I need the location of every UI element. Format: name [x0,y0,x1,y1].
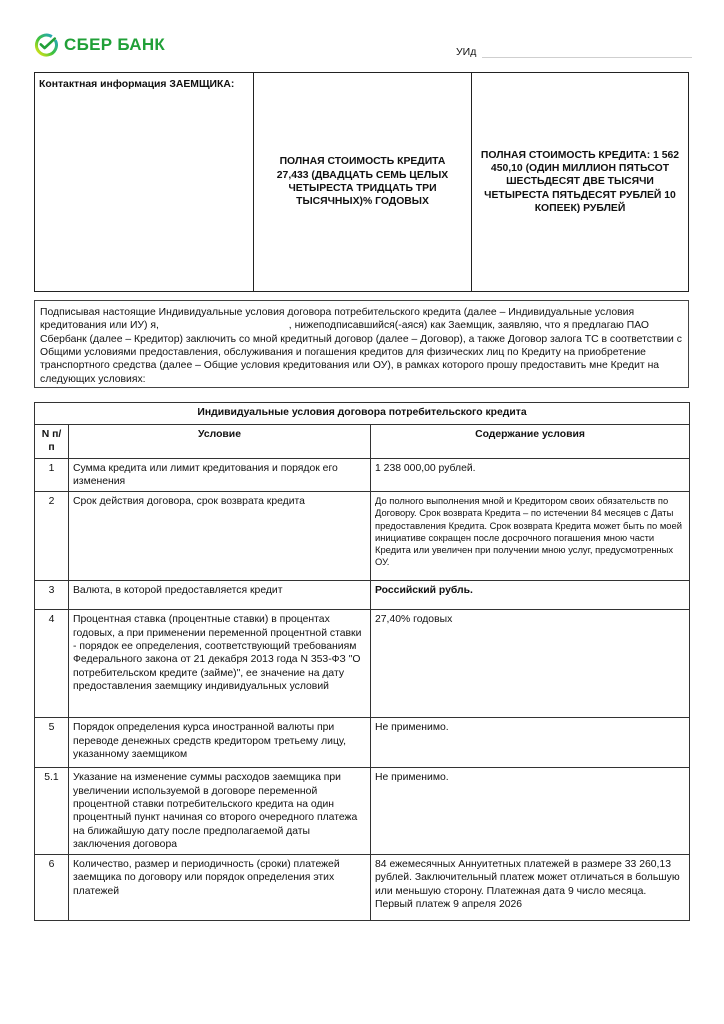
table-title-row [35,403,690,425]
brand-name: СБЕР БАНК [64,35,166,55]
row-condition: Указание на изменение суммы расходов заемщика при увеличении используемой в договоре переменной процентной ставки потребительского кредита на один процентный пункт начиная со второго очередного платежа на ближайшую дату после предполагаемой даты заключения договора [69,768,371,855]
sber-logo [34,34,165,56]
table-row [35,768,690,855]
table-row [35,855,690,921]
row-content: До полного выполнения мной и Кредитором своих обязательств по Договору. Срок возврата Кредита – по истечении 84 месяцев с Даты предоставления Кредита. Срок возврата Кредита может быть по моей инициативе сокращен после досрочного погашения мною части Кредита или увеличен при получении мною услуг, предусмотренных ОУ. [371,492,690,581]
header-content: Содержание условия [371,425,690,459]
full-cost-percent: ПОЛНАЯ СТОИМОСТЬ КРЕДИТА 27,433 (ДВАДЦАТЬ СЕМЬ ЦЕЛЫХ ЧЕТЫРЕСТА ТРИДЦАТЬ ТРИ ТЫСЯЧНЫХ)% ГОДОВЫХ [276,156,449,208]
row-num: 2 [35,492,69,581]
table-row [35,492,690,581]
row-num: 6 [35,855,69,921]
intro-text: Подписывая настоящие Индивидуальные условия договора потребительского кредита (далее – Индивидуальные условия кредитования или ИУ) я, , нижеподписавшийся(-аяся) как Заемщик, заявляю, что я предлагаю ПАО Сбербанк (далее – Кредитор) заключить со мной кредитный договор (далее – Договор), а также Договор залога ТС в соответствии с Общими условиями предоставления, обслуживания и погашения кредитов для физических лиц по Кредиту на приобретение транспортного средства (далее – Общие условия кредитования или ОУ), в рамках которого прошу предоставить мне Кредит на следующих условиях: [40,307,685,385]
table-row [35,458,690,492]
contact-info-label: Контактная информация ЗАЕМЩИКА: [39,79,235,90]
row-content: 27,40% годовых [371,610,690,718]
row-condition: Порядок определения курса иностранной валюты при переводе денежных средств кредитором третьему лицу, указанному заемщиком [69,718,371,768]
row-condition: Сумма кредита или лимит кредитования и порядок его изменения [69,458,371,492]
row-condition: Процентная ставка (процентные ставки) в процентах годовых, а при применении переменной процентной ставки - порядок ее определения, соответствующий требованиям Федерального закона от 21 декабря 2013 года N 353-ФЗ "О потребительском кредите (займе)", ее значение на дату предоставления заемщику индивидуальных условий [69,610,371,718]
contact-info-cell [35,73,253,291]
intro-paragraph [34,300,689,388]
row-condition: Количество, размер и периодичность (сроки) платежей заемщика по договору или порядок определения этих платежей [69,855,371,921]
row-condition: Валюта, в которой предоставляется кредит [69,581,371,610]
row-content: 1 238 000,00 рублей. [371,458,690,492]
full-cost-rub: ПОЛНАЯ СТОИМОСТЬ КРЕДИТА: 1 562 450,10 (ОДИН МИЛЛИОН ПЯТЬСОТ ШЕСТЬДЕСЯТ ДВЕ ТЫСЯЧИ ЧЕТЫРЕСТА ПЯТЬДЕСЯТ РУБЛЕЙ 10 КОПЕЕК) РУБЛЕЙ [480,149,680,214]
table-row [35,718,690,768]
table-title: Индивидуальные условия договора потребительского кредита [35,403,690,425]
conditions-table [34,402,690,921]
sber-logo-icon [34,33,58,57]
row-num: 5 [35,718,69,768]
full-cost-percent-cell [253,73,471,291]
row-content: Не применимо. [371,768,690,855]
row-content: 84 ежемесячных Аннуитетных платежей в размере 33 260,13 рублей. Заключительный платеж может отличаться в большую или меньшую сторону. Платежная дата 9 число месяца. Первый платеж 9 апреля 2026 [371,855,690,921]
row-num: 5.1 [35,768,69,855]
row-num: 1 [35,458,69,492]
header-num: N п/п [35,425,69,459]
row-content: Не применимо. [371,718,690,768]
uid-field-line [482,57,692,58]
uid-label: УИд [456,46,477,58]
table-header-row [35,425,690,459]
table-row [35,581,690,610]
table-row [35,610,690,718]
row-content: Российский рубль. [371,581,690,610]
header-condition: Условие [69,425,371,459]
full-cost-rub-cell [471,73,688,291]
row-num: 4 [35,610,69,718]
row-condition: Срок действия договора, срок возврата кредита [69,492,371,581]
row-num: 3 [35,581,69,610]
summary-box [34,72,689,292]
